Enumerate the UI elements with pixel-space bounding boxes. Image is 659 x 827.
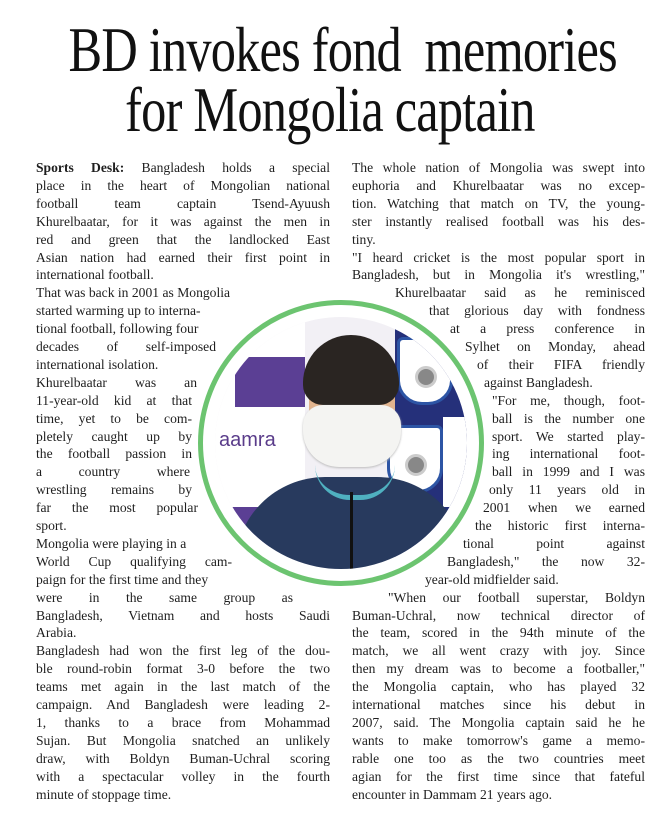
article-text-line: tiny. [352,231,376,247]
article-text-line: ster instantly realised football was his des- [352,213,645,229]
sponsor-logo: aamra [219,429,276,451]
article-text-line: that glorious day with fondness [429,303,645,319]
article-text-line: sport. We started play- [492,428,645,444]
article-text-line: tional point against [463,535,645,551]
article-text-line: year-old midfielder said. [425,571,559,587]
article-text-line: Asian nation had earned their first point in [36,249,330,265]
article-text-line: tional football, following four [36,321,199,337]
article-text-line: "When our football superstar, Boldyn [388,589,645,605]
article-text-line: "For me, though, foot- [492,392,645,408]
article-text-line: Sylhet on Monday, ahead [465,339,645,354]
article-text-line: Bangladesh had won the first leg of the dou- [36,643,330,659]
article-text-line: euphoria and Khurelbaatar was no excep- [352,177,645,193]
article-text-line: only 11 years old in [489,482,645,498]
article-text-line: match, we all went crazy with joy. Since [352,643,645,659]
article-text-line: the team, scored in the 94th minute of the [352,625,645,641]
article-text-line: Khurelbaatar was an [36,374,197,390]
article-text-line: pletely caught up by [36,428,192,444]
article-text-line: ball is the number one [492,410,645,426]
article-text-line: wants to make tomorrow's game a memo- [352,732,645,748]
article-text-line: international matches since his debut in [352,697,645,712]
article-text-line: campaign. And Bangladesh were leading 2- [36,697,330,712]
article-text-line: ble round-robin format 3-0 before the two [36,661,330,677]
federation-crest-icon [397,337,453,405]
article-text-line: paign for the first time and they [36,571,209,587]
article-text-line: agian for the first time since that fateful [352,768,645,784]
article-text-line: ing international foot- [492,446,645,462]
article-text-line: tion. Watching that match on TV, the young- [352,195,645,211]
article-text-line: time, yet to be com- [36,410,192,426]
article-text-line: Mongolia were playing in a [36,535,187,551]
player-photo-frame [198,300,484,586]
article-text-line: were in the same group as [36,589,293,605]
article-text-line: 11-year-old kid at that [36,392,192,408]
article-text-line: against Bangladesh. [484,374,593,390]
article-text-line: international isolation. [36,356,159,372]
article-text-line: the Mongolia captain, who has played 32 [352,679,645,695]
article-text-line: teams met again in the last match of the [36,679,330,695]
article-text-line: the football passion in [36,446,192,462]
article-text-line: with a spectacular volley in the fourth [36,768,330,784]
headline-line-2 [0,75,659,145]
article-text-line: place in the heart of Mongolian national [36,177,330,193]
article-text-line: That was back in 2001 as Mongolia [36,285,231,301]
article-text-line: "I heard cricket is the most popular sport in [352,249,645,265]
article-text-line: international football. [36,267,154,283]
headline-text: BD invokes fond memories [68,15,617,85]
article-text-line: World Cup qualifying cam- [36,553,232,569]
jacket-zip [350,492,353,569]
article-text-line: draw, with Boldyn Buman-Uchral scoring [36,750,330,766]
article-text-line: The whole nation of Mongolia was swept into [352,160,645,175]
article-text-line: Bangladesh," the now 32- [447,553,645,569]
article-text-line: a country where [36,464,190,480]
article-text-line: 2001 when we earned [483,500,645,516]
article-text-line: ball in 1999 and I was [492,464,645,480]
headline-text: for Mongolia captain [124,75,535,145]
article-text-line: Khurelbaatar said as he reminisced [395,285,645,301]
article-text-line: at a press conference in [450,321,645,337]
article-text-line: Bangladesh, Vietnam and hosts Saudi [36,607,330,623]
article-text-line: encounter in Dammam 21 years ago. [352,786,553,802]
article-text-line: Sujan. But Mongolia snatched an unlikely [36,732,330,748]
article-text-line: Bangladesh, but in Mongolia it's wrestling," [352,267,645,283]
byline: Sports Desk: [36,160,125,175]
article-text-line: football team captain Tsend-Ayuush [36,195,330,211]
article-text-line: then my dream was to become a footballer," [352,661,645,677]
article-text-line: sport. [36,518,67,533]
article-text-line: 1, thanks to a brace from Mohammad [36,714,330,730]
article-text-line: Buman-Uchral, now technical director of [352,607,645,623]
article-text-line: minute of stoppage time. [36,786,172,802]
article-text-line [36,159,330,177]
article-text-line: started warming up to interna- [36,303,201,319]
article-text-line: Khurelbaatar, for it was against the men in [36,213,330,229]
article-text-line: 2007, said. The Mongolia captain said he he [352,714,645,730]
article-text-line: far the most popular [36,500,198,516]
face-mask [303,405,401,467]
article-text-line: Arabia. [36,625,77,641]
article-text-line: red and green that the landlocked East [36,231,330,247]
article-text-line: the historic first interna- [475,518,645,533]
article-text-line: rable one too as the two countries meet [352,750,645,766]
article-text-line: decades of self-imposed [36,339,216,354]
article-text-line: wrestling remains by [36,482,192,498]
headline-line-1 [0,15,659,85]
line-text: Bangladesh holds a special [124,160,330,175]
article-text-line: of their FIFA friendly [477,356,645,372]
